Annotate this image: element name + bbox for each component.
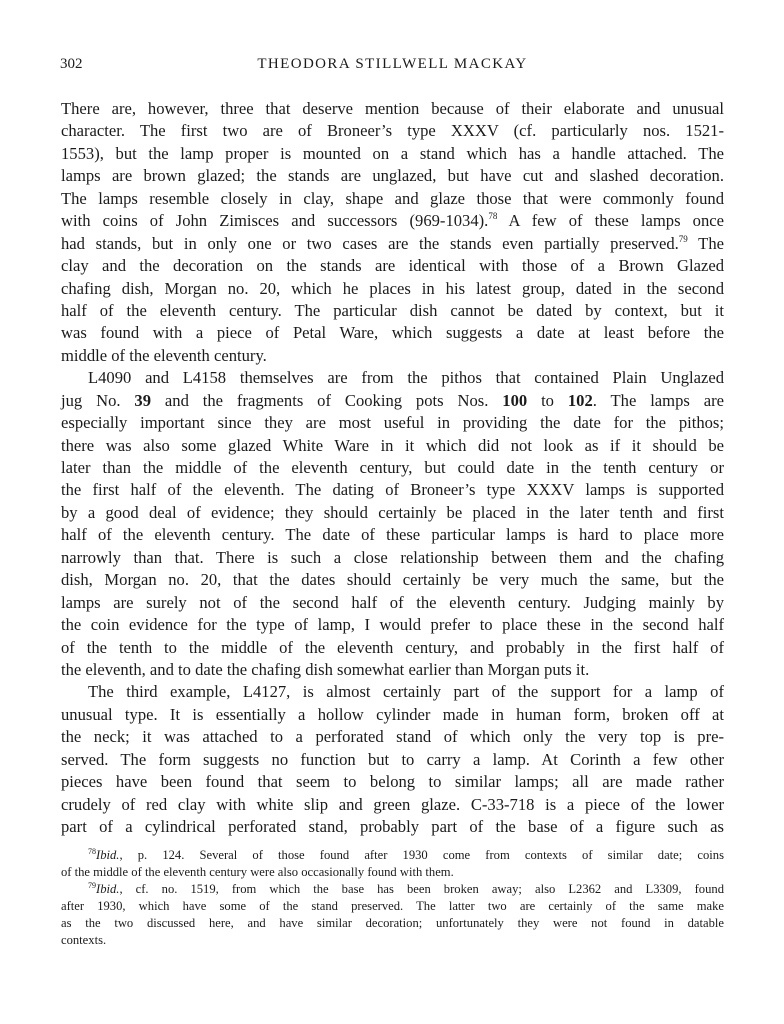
text-line: crudely of red clay with white slip and green glaze. C-33-718 is a piece of the lower — [61, 794, 724, 814]
paragraph-2 — [61, 367, 724, 681]
text-line: part of a cylindrical perforated stand, probably part of the base of a figure such as — [61, 817, 724, 836]
text-line: especially important since they are most useful in providing the date for the pithos; — [61, 413, 724, 433]
text-line: character. The first two are of Broneer’s type XXXV (cf. particularly nos. 1521- — [61, 121, 724, 141]
bold-number: 102 — [567, 390, 593, 410]
text-line: There are, however, three that deserve mention because of their elaborate and unusual — [61, 99, 724, 118]
paragraph-3 — [61, 681, 724, 838]
body-text — [61, 98, 724, 838]
text-line: the eleventh, and to date the chafing dish somewhat earlier than Morgan puts it. — [61, 659, 590, 679]
text-line: half of the eleventh century. The date of these particular lamps is hard to place more — [61, 525, 724, 545]
text-line: the neck; it was attached to a perforated stand of which only the very top is pre- — [61, 727, 724, 747]
bold-number: 39 — [134, 390, 152, 410]
footnote-ref-79: 79 — [678, 233, 688, 244]
paragraph-1 — [61, 98, 724, 367]
text-line: there was also some glazed White Ware in it which did not look as if it should be — [61, 435, 724, 455]
footnote-number: 79 — [88, 881, 96, 890]
text-line: of the tenth to the middle of the eleventh century, and probably in the first half of — [61, 637, 724, 657]
text-line: was found with a piece of Petal Ware, which suggests a date at least before the — [61, 323, 724, 343]
ibid-label: Ibid. — [96, 848, 120, 862]
text-line: lamps are brown glazed; the stands are unglazed, but have cut and slashed decoration. — [61, 166, 724, 186]
bold-number: 100 — [502, 390, 528, 410]
running-title: THEODORA STILLWELL MACKAY — [257, 56, 528, 72]
text-line: lamps are surely not of the second half of the eleventh century. Judging mainly by — [61, 592, 724, 612]
text-line: The lamps resemble closely in clay, shape and glaze those that were commonly found — [61, 188, 724, 208]
text-line: by a good deal of evidence; they should certainly be placed in the later tenth and first — [61, 502, 724, 522]
text-segment: The — [687, 233, 724, 253]
text-line: half of the eleventh century. The particular dish cannot be dated by context, but it — [61, 300, 724, 320]
running-head — [60, 56, 725, 78]
text-line: unusual type. It is essentially a hollow cylinder made in human form, broken off at — [61, 704, 724, 724]
text-segment: A few of these lamps once — [497, 211, 724, 231]
text-line: The third example, L4127, is almost certainly part of the support for a lamp of — [88, 682, 724, 702]
text-segment: to — [527, 390, 568, 410]
text-line: the first half of the eleventh. The dating of Broneer’s type XXXV lamps is supported — [61, 480, 724, 500]
text-line: dish, Morgan no. 20, that the dates should certainly be very much the same, but the — [61, 570, 724, 590]
text-line: clay and the decoration on the stands are identical with those of a Brown Glazed — [61, 256, 724, 276]
text-line — [61, 233, 724, 255]
text-segment: and the fragments of Cooking pots Nos. — [151, 390, 503, 410]
text-line: served. The form suggests no function but to carry a lamp. At Corinth a few other — [61, 749, 724, 769]
text-segment: . The lamps are — [592, 390, 724, 410]
text-line — [61, 210, 724, 232]
footnote-78 — [61, 847, 724, 864]
page-number: 302 — [60, 56, 83, 72]
text-line: middle of the eleventh century. — [61, 345, 267, 365]
footnote-line: contexts. — [61, 933, 107, 947]
footnote-line: of the middle of the eleventh century were also occasionally found with them. — [61, 865, 454, 879]
text-line — [61, 390, 724, 412]
footnote-number: 78 — [88, 847, 96, 856]
text-line: pieces have been found that seem to belong to similar lamps; all are made rather — [61, 772, 724, 792]
ibid-label: Ibid. — [96, 882, 120, 896]
text-line: chafing dish, Morgan no. 20, which he places in his latest group, dated in the second — [61, 278, 724, 298]
footnote-79 — [61, 881, 724, 898]
footnote-ref-78: 78 — [488, 211, 498, 222]
text-line: 1553), but the lamp proper is mounted on a stand which has a handle attached. The — [61, 143, 724, 163]
footnotes — [61, 847, 724, 949]
footnote-text: , cf. no. 1519, from which the base has been broken away; also L2362 and L3309, found — [119, 882, 724, 896]
text-line: later than the middle of the eleventh century, but could date in the tenth century or — [61, 458, 724, 477]
text-line: the coin evidence for the type of lamp, I would prefer to place these in the second half — [61, 615, 724, 635]
footnote-text: , p. 124. Several of those found after 1930 come from contexts of similar date; coins — [119, 848, 724, 862]
text-segment: had stands, but in only one or two cases are the stands even partially preserved. — [61, 233, 679, 253]
text-line: narrowly than that. There is such a close relationship between them and the chafing — [61, 547, 724, 567]
footnote-line: as the two discussed here, and have similar decoration; unfortunately they were not found in datable — [61, 916, 724, 930]
footnote-line: after 1930, which have some of the stand preserved. The latter two are certainly of the same make — [61, 899, 724, 913]
text-line: L4090 and L4158 themselves are from the pithos that contained Plain Unglazed — [88, 368, 724, 388]
text-segment: with coins of John Zimisces and successors (969-1034). — [61, 211, 489, 231]
text-segment: jug No. — [61, 390, 135, 410]
